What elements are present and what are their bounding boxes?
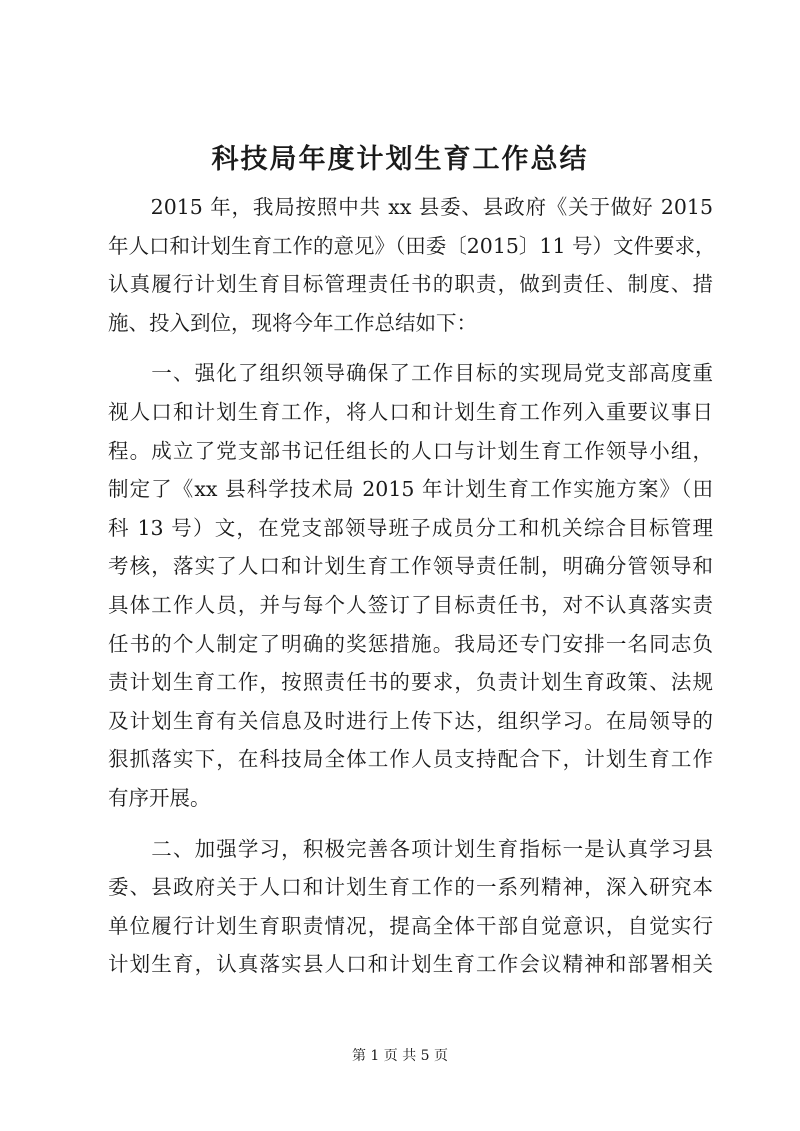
text-line: 责计划生育工作，按照责任书的要求，负责计划生育政策、法规 [108,670,713,695]
text-line: 程。成立了党支部书记任组长的人口与计划生育工作领导小组， [108,438,713,463]
text-line: 二、加强学习，积极完善各项计划生育指标一是认真学习县 [108,836,713,861]
text-line: 狠抓落实下，在科技局全体工作人员支持配合下，计划生育工作 [108,747,713,772]
text-line: 科 13 号）文，在党支部领导班子成员分工和机关综合目标管理 [108,515,713,540]
text-line: 一、强化了组织领导确保了工作目标的实现局党支部高度重 [108,361,713,386]
text-line: 任书的个人制定了明确的奖惩措施。我局还专门安排一名同志负 [108,631,713,656]
text-line: 认真履行计划生育目标管理责任书的职责，做到责任、制度、措 [108,272,713,297]
text-line: 单位履行计划生育职责情况，提高全体干部自觉意识，自觉实行 [108,913,713,938]
text-line: 有序开展。 [108,785,211,810]
text-line: 施、投入到位，现将今年工作总结如下： [108,310,477,335]
text-line: 具体工作人员，并与每个人签订了目标责任书，对不认真落实责 [108,592,713,617]
paragraph-intro [108,188,716,342]
text-line: 计划生育，认真落实县人口和计划生育工作会议精神和部署相关 [108,952,713,977]
text-line: 制定了《xx 县科学技术局 2015 年计划生育工作实施方案》（田 [108,477,713,502]
paragraph-section-one [108,354,713,817]
text-line: 委、县政府关于人口和计划生育工作的一系列精神，深入研究本 [108,875,713,900]
text-line: 视人口和计划生育工作，将人口和计划生育工作列入重要议事日 [108,399,713,424]
text-line: 考核，落实了人口和计划生育工作领导责任制，明确分管领导和 [108,554,713,579]
page-number-footer: 第 1 页 共 5 页 [351,1048,449,1064]
text-line: 及计划生育有关信息及时进行上传下达，组织学习。在局领导的 [108,708,713,733]
paragraph-section-two [108,830,713,984]
document-title: 科技局年度计划生育工作总结 [211,144,589,175]
document-body [108,188,716,984]
text-line: 2015 年，我局按照中共 xx 县委、县政府《关于做好 2015 [108,195,713,219]
text-line: 年人口和计划生育工作的意见》（田委〔2015〕11 号）文件要求， [108,233,716,258]
